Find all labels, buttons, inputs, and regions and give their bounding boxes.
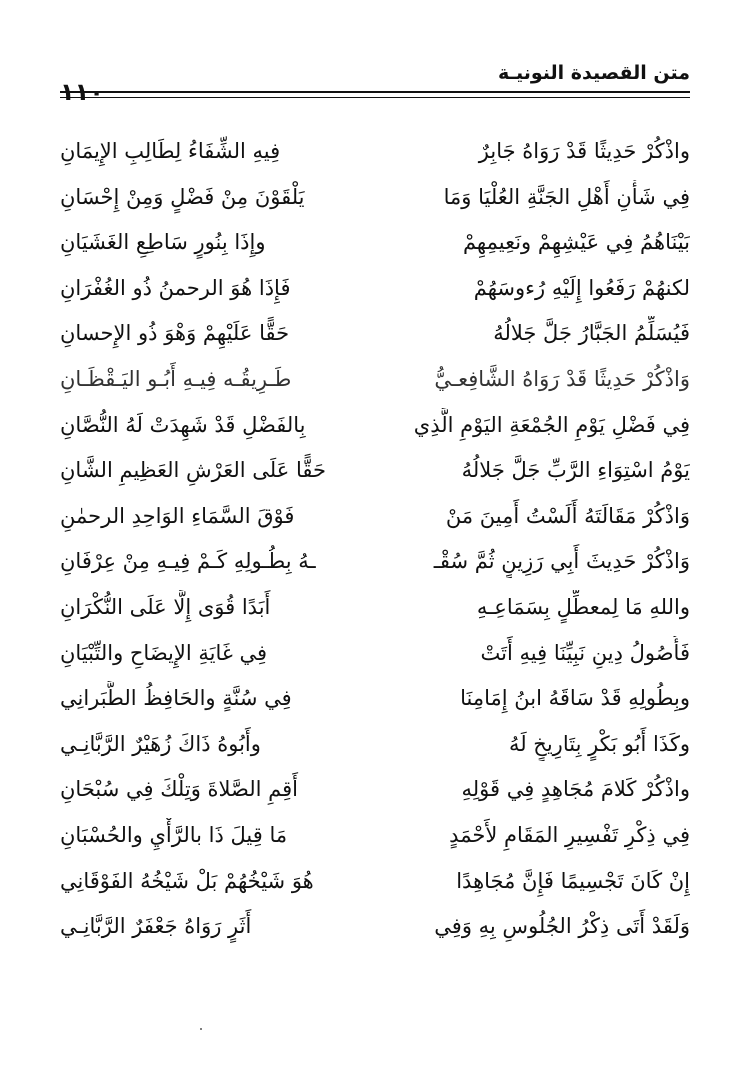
verse-first-hemistich: واللهِ مَا لِمعطِّلٍ بِسَمَاعِـهِ — [476, 594, 690, 619]
verse-second-hemistich: فَوْقَ السَّمَاءِ الوَاحِدِ الرحمٰنِ — [60, 503, 295, 528]
verse-second-hemistich: حَقًّا عَلَى العَرْشِ العَظِيمِ الشَّانِ — [60, 458, 326, 483]
verse-line — [60, 766, 690, 812]
verse-second-hemistich: هُوَ شَيْخُهُمْ بَلْ شَيْخُهُ الفَوْقَانِي — [60, 868, 314, 893]
verse-line — [60, 174, 690, 220]
verse-first-hemistich: فِي ذِكْرِ تَفْسِيرِ المَقَامِ لأَحْمَدٍ — [449, 822, 690, 847]
verse-second-hemistich: حَقًّا عَلَيْهِمْ وَهْوَ ذُو الإِحسانِ — [60, 321, 290, 346]
verse-first-hemistich: وَاذْكُرْ مَقَالَتَهُ أَلَسْتُ أَمِينَ مَنْ — [445, 503, 690, 528]
verse-line — [60, 812, 690, 858]
verse-second-hemistich: بِالفَضْلِ قَدْ شَهِدَتْ لَهُ النُّصَّانِ — [60, 412, 306, 437]
print-speck — [200, 1028, 202, 1030]
verse-first-hemistich: واذْكُرْ حَدِيثًا قَدْ رَوَاهُ جَابِرٌ — [478, 139, 690, 163]
verse-line — [60, 356, 690, 402]
verse-second-hemistich: وأَبُوهُ ذَاكَ زُهَيْرٌ الرَّبَّانِـي — [60, 731, 261, 756]
verse-line — [60, 903, 690, 949]
verse-first-hemistich: بَيْنَاهُمُ فِي عَيْشِهِمْ ونَعِيمِهِمْ — [462, 230, 690, 255]
verse-first-hemistich: وَلَقَدْ أَتَى ذِكْرُ الجُلُوسِ بِهِ وَفِي — [434, 914, 690, 939]
poem-body — [60, 128, 690, 949]
verse-second-hemistich: طَـرِيقُـه فِيـهِ أَبُـو اليَـقْظَـانِ — [60, 366, 292, 391]
verse-line — [60, 675, 690, 721]
verse-line — [60, 858, 690, 904]
verse-second-hemistich: أَثَرٍ رَوَاهُ جَعْفَرٌ الرَّبَّانِـي — [60, 914, 252, 939]
verse-line — [60, 128, 690, 174]
verse-first-hemistich: يَوْمُ اسْتِوَاءِ الرَّبِّ جَلَّ جَلالُهُ — [461, 458, 690, 483]
running-title: متن القصيدة النونيـة — [497, 62, 690, 84]
verse-first-hemistich: فَأُصُولُ دِينِ نَبِيِّنَا فِيهِ أَتَتْ — [480, 640, 690, 665]
verse-second-hemistich: يَلْقَوْنَ مِنْ فَضْلٍ وَمِنْ إِحْسَانِ — [60, 184, 305, 209]
verse-first-hemistich: فِي شَأْنِ أَهْلِ الجَنَّةِ العُلْيَا وَمَا — [443, 184, 690, 209]
verse-second-hemistich: فِي سُنَّةٍ والحَافِظُ الطَّبَرانِي — [60, 686, 292, 711]
verse-first-hemistich: وبِطُولِهِ قَدْ سَاقَهُ ابنُ إِمَامِنَا — [460, 686, 690, 711]
verse-line — [60, 219, 690, 265]
verse-first-hemistich: فِي فَضْلِ يَوْمِ الجُمْعَةِ اليَوْمِ الَّذِي — [413, 412, 690, 437]
verse-line — [60, 538, 690, 584]
verse-line — [60, 265, 690, 311]
verse-first-hemistich: وَاذْكُرْ حَدِيثَ أَبِي رَزِينٍ ثُمَّ سُقْـ — [433, 549, 690, 574]
header-rule-thin — [60, 97, 690, 98]
verse-first-hemistich: إِنْ كَانَ تَجْسِيمًا فَإِنَّ مُجَاهِدًا — [456, 868, 690, 893]
verse-first-hemistich: لكنهُمْ رَفَعُوا إِلَيْهِ رُءوسَهُمْ — [473, 275, 690, 300]
verse-line — [60, 630, 690, 676]
verse-second-hemistich: أَبَدًا قُوَى إِلَّا عَلَى النُّكْرَانِ — [60, 594, 271, 619]
verse-first-hemistich: فَيُسَلِّمُ الجَبَّارُ جَلَّ جَلالُهُ — [493, 321, 690, 346]
page-header — [60, 56, 690, 106]
verse-first-hemistich: واذْكُرْ كَلامَ مُجَاهِدٍ فِي قَوْلِهِ — [461, 777, 690, 802]
verse-line — [60, 493, 690, 539]
verse-line — [60, 402, 690, 448]
verse-line — [60, 584, 690, 630]
verse-first-hemistich: وكَذَا أَبُو بَكْرٍ بِتَارِيخٍ لَهُ — [508, 731, 690, 756]
verse-second-hemistich: فِيهِ الشِّفَاءُ لِطَالِبِ الإِيمَانِ — [60, 139, 281, 163]
page-number: ١١٠ — [60, 78, 104, 106]
header-rule-thick — [60, 91, 690, 93]
verse-second-hemistich: أَقِمِ الصَّلاةَ وَتِلْكَ فِي سُبْحَانِ — [60, 777, 299, 802]
verse-second-hemistich: ـهُ بِطُـولِهِ كَـمْ فِيـهِ مِنْ عِرْفَانِ — [60, 549, 316, 574]
verse-line — [60, 310, 690, 356]
verse-line — [60, 447, 690, 493]
verse-second-hemistich: وإِذَا بِنُورٍ سَاطِعِ الغَشَيَانِ — [60, 230, 266, 255]
verse-second-hemistich: فَإِذَا هُوَ الرحمنُ ذُو الغُفْرَانِ — [60, 275, 291, 300]
verse-second-hemistich: فِي غَايَةِ الإِيضَاحِ والتِّبْيَانِ — [60, 640, 268, 665]
verse-line — [60, 721, 690, 767]
verse-second-hemistich: مَا قِيلَ ذَا بالرَّأْيِ والحُسْبَانِ — [60, 822, 288, 847]
verse-first-hemistich: وَاذْكُرْ حَدِيثًا قَدْ رَوَاهُ الشَّافِعـيُّ — [434, 366, 690, 391]
